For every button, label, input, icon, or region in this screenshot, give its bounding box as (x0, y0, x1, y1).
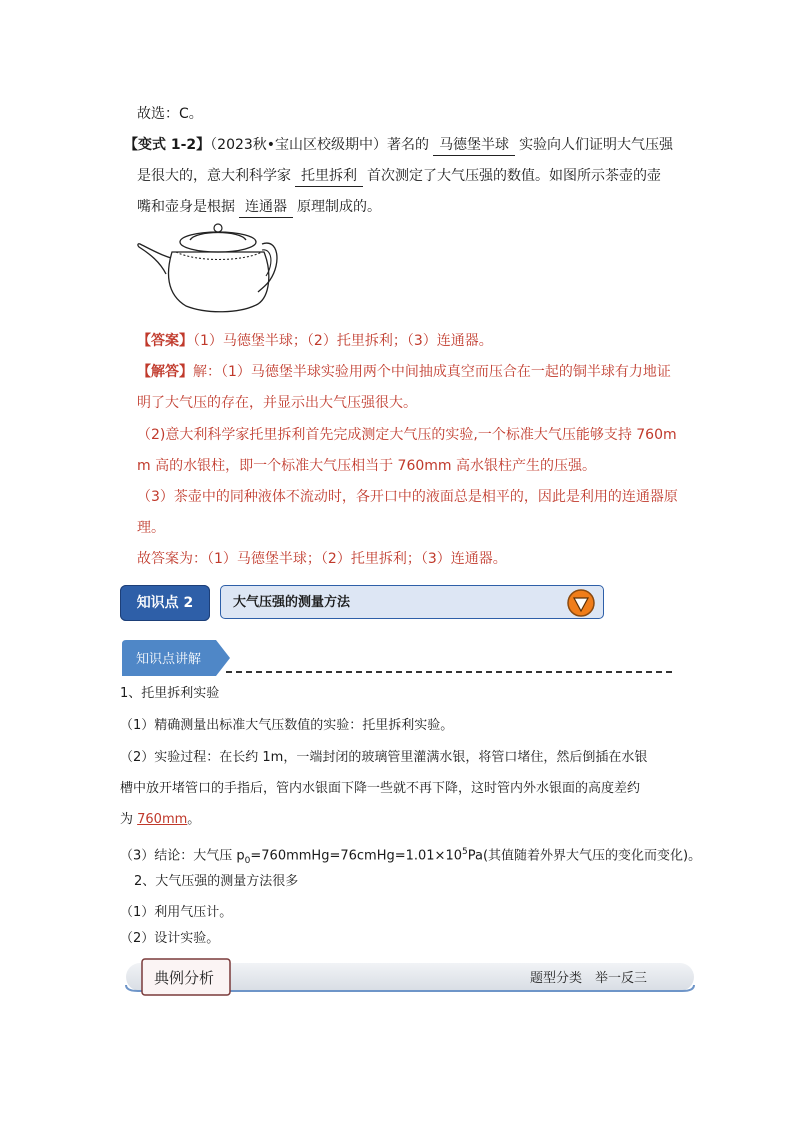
content-line-1: （1）精确测量出标准大气压数值的实验：托里拆利实验。 (120, 718, 454, 733)
knowledge-point-title: 大气压强的测量方法 (220, 585, 604, 619)
question-text: 是很大的，意大利科学家 (137, 168, 291, 184)
knowledge-point-label: 知识点 2 (120, 585, 210, 621)
section-heading-1: 1、托里拆利实验 (120, 686, 220, 701)
subscript: 0 (244, 855, 251, 866)
expand-triangle-icon[interactable] (567, 589, 595, 617)
highlight-value: 760mm (137, 812, 188, 827)
question-line-1 (124, 135, 673, 156)
question-text: （2023秋•宝山区校级期中）著名的 (210, 137, 430, 153)
answer-text: （1）马德堡半球；（2）托里拆利；（3）连通器。 (193, 333, 493, 349)
explanation-line-6: 理。 (137, 520, 165, 536)
final-answer-line: 故答案为：（1）马德堡半球；（2）托里拆利；（3）连通器。 (137, 551, 507, 567)
blank-answer-1: 马德堡半球 (433, 135, 515, 156)
banner-divider (226, 671, 672, 673)
content-line-6: （1）利用气压计。 (120, 905, 233, 920)
explanation-line-4: m 高的水银柱，即一个标准大气压相当于 760mm 高水银柱产生的压强。 (137, 458, 596, 474)
example-bar-label: 典例分析 (154, 969, 215, 987)
question-text: 实验向人们证明大气压强 (519, 137, 674, 153)
blank-answer-2: 托里拆利 (295, 166, 363, 187)
teapot-illustration (136, 222, 282, 314)
content-text: 。 (187, 812, 201, 827)
answer-tag: 【答案】 (137, 333, 193, 349)
question-line-2 (137, 166, 661, 187)
question-text: 嘴和壶身是根据 (137, 199, 235, 215)
answer-line (137, 331, 493, 351)
content-text: =760mmHg=76cmHg=1.01×10 (250, 848, 462, 864)
content-line-3: 槽中放开堵管口的手指后，管内水银面下降一些就不再下降，这时管内外水银面的高度差约 (120, 781, 641, 796)
content-line-7: （2）设计实验。 (120, 931, 220, 946)
question-text: 原理制成的。 (297, 199, 381, 215)
content-text: Pa(其值随着外界大气压的变化而变化)。 (467, 848, 702, 864)
section-heading-2: 2、大气压强的测量方法很多 (134, 874, 299, 889)
content-line-4 (120, 810, 200, 830)
content-text: 为 (120, 812, 138, 827)
example-analysis-bar (124, 957, 696, 997)
explanation-line-1 (137, 362, 671, 382)
explanation-line-3: （2)意大利科学家托里拆利首先完成测定大气压的实验,一个标准大气压能够支持 760m (137, 427, 677, 443)
content-line-2: （2）实验过程：在长约 1m，一端封闭的玻璃管里灌满水银，将管口堵住，然后倒插在水银 (120, 750, 648, 765)
example-bar-right-text: 题型分类 举一反三 (530, 971, 648, 986)
banner-label: 知识点讲解 (136, 652, 202, 667)
knowledge-explain-banner (122, 640, 230, 676)
explanation-text: 解：（1）马德堡半球实验用两个中间抽成真空而压合在一起的铜半球有力地证 (193, 364, 671, 380)
content-line-5 (120, 842, 701, 871)
question-text: 首次测定了大气压强的数值。如图所示茶壶的壶 (367, 168, 661, 184)
blank-answer-3: 连通器 (239, 197, 293, 218)
explanation-line-2: 明了大气压的存在，并显示出大气压强很大。 (137, 395, 417, 411)
explanation-line-5: （3）茶壶中的同种液体不流动时，各开口中的液面总是相平的，因此是利用的连通器原 (137, 489, 678, 505)
previous-answer-line: 故选：C。 (137, 106, 203, 122)
superscript: 5 (462, 847, 468, 857)
content-text: （3）结论：大气压 p (120, 848, 245, 864)
question-tag: 【变式 1-2】 (124, 137, 211, 153)
explanation-tag: 【解答】 (137, 364, 193, 380)
question-line-3 (137, 197, 381, 218)
